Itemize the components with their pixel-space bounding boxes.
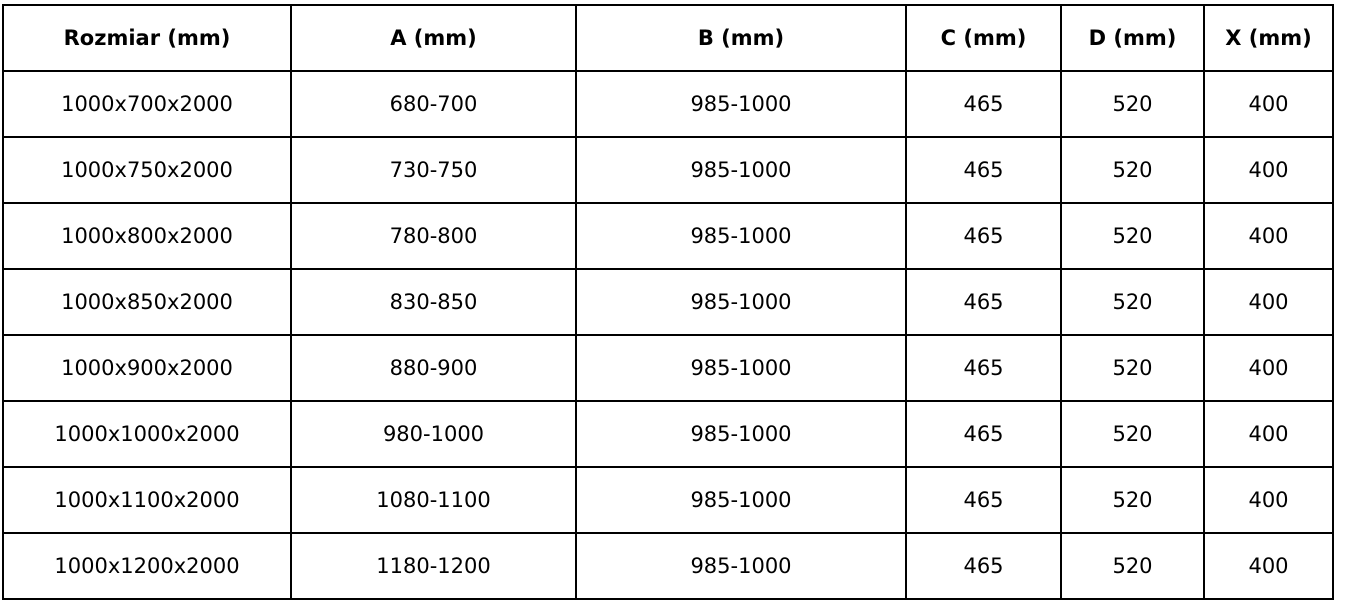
cell-b: 985-1000 <box>576 269 906 335</box>
table-header-row <box>3 5 1333 71</box>
cell-x: 400 <box>1204 467 1333 533</box>
cell-d: 520 <box>1061 269 1204 335</box>
cell-a: 830-850 <box>291 269 576 335</box>
table-row <box>3 269 1333 335</box>
cell-x: 400 <box>1204 335 1333 401</box>
cell-a: 880-900 <box>291 335 576 401</box>
cell-b: 985-1000 <box>576 71 906 137</box>
cell-c: 465 <box>906 137 1061 203</box>
table-header <box>3 5 1333 71</box>
cell-d: 520 <box>1061 203 1204 269</box>
cell-rozmiar: 1000x750x2000 <box>3 137 291 203</box>
table-row <box>3 335 1333 401</box>
cell-rozmiar: 1000x800x2000 <box>3 203 291 269</box>
cell-c: 465 <box>906 533 1061 599</box>
column-header-b: B (mm) <box>576 5 906 71</box>
table-row <box>3 533 1333 599</box>
table-row <box>3 401 1333 467</box>
cell-rozmiar: 1000x1200x2000 <box>3 533 291 599</box>
cell-rozmiar: 1000x1100x2000 <box>3 467 291 533</box>
cell-d: 520 <box>1061 467 1204 533</box>
cell-d: 520 <box>1061 335 1204 401</box>
cell-c: 465 <box>906 269 1061 335</box>
cell-x: 400 <box>1204 269 1333 335</box>
cell-rozmiar: 1000x1000x2000 <box>3 401 291 467</box>
cell-c: 465 <box>906 467 1061 533</box>
table-body <box>3 71 1333 599</box>
dimensions-table <box>2 4 1334 600</box>
table-row <box>3 71 1333 137</box>
table-row <box>3 137 1333 203</box>
cell-c: 465 <box>906 203 1061 269</box>
cell-b: 985-1000 <box>576 137 906 203</box>
column-header-c: C (mm) <box>906 5 1061 71</box>
cell-d: 520 <box>1061 71 1204 137</box>
cell-b: 985-1000 <box>576 335 906 401</box>
cell-a: 780-800 <box>291 203 576 269</box>
cell-a: 680-700 <box>291 71 576 137</box>
cell-x: 400 <box>1204 533 1333 599</box>
cell-c: 465 <box>906 71 1061 137</box>
cell-a: 1080-1100 <box>291 467 576 533</box>
cell-x: 400 <box>1204 401 1333 467</box>
cell-d: 520 <box>1061 401 1204 467</box>
column-header-a: A (mm) <box>291 5 576 71</box>
cell-x: 400 <box>1204 137 1333 203</box>
table-row <box>3 467 1333 533</box>
cell-rozmiar: 1000x700x2000 <box>3 71 291 137</box>
cell-a: 730-750 <box>291 137 576 203</box>
dimensions-table-container <box>0 4 1357 593</box>
cell-d: 520 <box>1061 137 1204 203</box>
cell-x: 400 <box>1204 203 1333 269</box>
cell-b: 985-1000 <box>576 467 906 533</box>
cell-b: 985-1000 <box>576 533 906 599</box>
cell-a: 980-1000 <box>291 401 576 467</box>
cell-b: 985-1000 <box>576 401 906 467</box>
cell-b: 985-1000 <box>576 203 906 269</box>
cell-rozmiar: 1000x850x2000 <box>3 269 291 335</box>
cell-d: 520 <box>1061 533 1204 599</box>
cell-a: 1180-1200 <box>291 533 576 599</box>
table-row <box>3 203 1333 269</box>
cell-c: 465 <box>906 335 1061 401</box>
column-header-d: D (mm) <box>1061 5 1204 71</box>
column-header-rozmiar: Rozmiar (mm) <box>3 5 291 71</box>
cell-rozmiar: 1000x900x2000 <box>3 335 291 401</box>
column-header-x: X (mm) <box>1204 5 1333 71</box>
cell-x: 400 <box>1204 71 1333 137</box>
cell-c: 465 <box>906 401 1061 467</box>
